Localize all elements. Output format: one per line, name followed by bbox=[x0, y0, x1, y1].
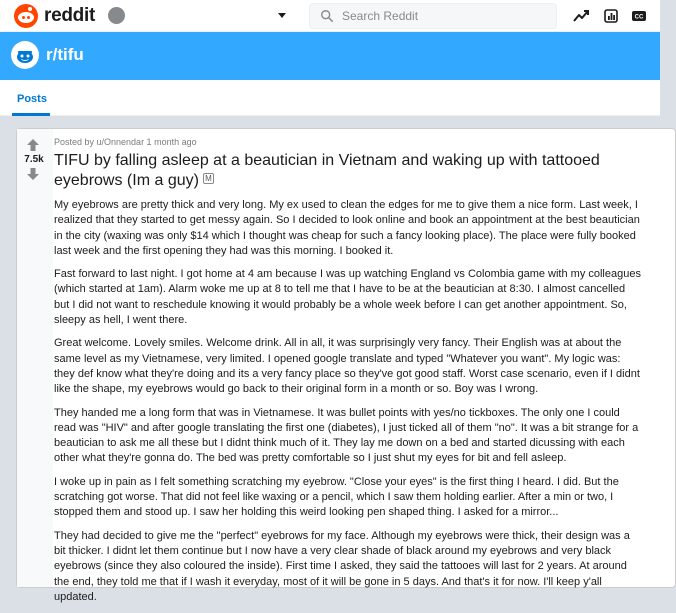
media-badge: M bbox=[203, 173, 214, 184]
reddit-logo[interactable] bbox=[14, 4, 95, 28]
post-card bbox=[16, 128, 676, 603]
tab-bar bbox=[0, 80, 660, 116]
vote-score: 7.5k bbox=[24, 154, 44, 165]
subreddit-banner bbox=[0, 32, 660, 80]
post-paragraph: Fast forward to last night. I got home at 4 am because I was up watching England vs Colombia game with my colleagues (which started at 1am). Alarm woke me up at 8 to tell me that I have to be at the beautician at 8:30. I almost cancelled but I did not want to reschedule knowing it would probably be a whole week before I can get another appointment. So, sleepy as hell, I went there. bbox=[54, 268, 641, 327]
svg-text:CC: CC bbox=[634, 14, 644, 21]
closed-caption-icon[interactable] bbox=[631, 8, 647, 24]
tab-posts[interactable]: Posts bbox=[17, 93, 47, 105]
post-meta: Posted by u/Onnendar 1 month ago bbox=[54, 137, 197, 147]
snoo-icon bbox=[13, 43, 37, 67]
trending-icon[interactable] bbox=[573, 8, 589, 24]
search-bar[interactable] bbox=[309, 3, 557, 29]
post-paragraph: My eyebrows are pretty thick and very long. My ex used to clean the edges for me to give them a nice form. Last week, I realized that they started to get messy again. So I decided to look online and book an appointment at the best beautician in the city (waxing was only $14 which I thought was cheap for such a fancy looking place). The place were fully booked last week and the first opening they had was this morning. I booked it. bbox=[54, 199, 640, 257]
post-body bbox=[54, 198, 642, 613]
downvote-arrow-icon[interactable] bbox=[26, 167, 40, 181]
search-icon bbox=[320, 9, 334, 23]
post-title bbox=[54, 151, 654, 191]
post-paragraph: I woke up in pain as I felt something scratching my eyebrow. "Close your eyes" is the first thing I heard. I did. But the scratching got worse. That did not feel like waxing or a pencil, which I saw them holding earlier. After a min or two, I stopped them and stood up. I saw her holding this weird looking pen shaped thing. I asked for a mirror... bbox=[54, 475, 619, 519]
search-input[interactable] bbox=[342, 9, 542, 23]
post-paragraph: Great welcome. Lovely smiles. Welcome drink. All in all, it was surprisingly very fancy. Their English was at about the same level as my Vietnamese, very limited. I opened google translate and typed "Whatever you want". My logic was: they def know what they're doing and its a very fancy place so they've got good staff. Worst case scenario, even if I didnt like the shape, my eyebrows would go back to their original form in a month or so. Boy was I wrong. bbox=[54, 337, 640, 396]
subreddit-name[interactable]: r/tifu bbox=[46, 45, 84, 64]
vote-column bbox=[17, 129, 53, 587]
chevron-down-icon[interactable] bbox=[278, 13, 286, 18]
active-tab-indicator bbox=[12, 113, 50, 116]
brand-name: reddit bbox=[44, 5, 95, 26]
post-title-text: TIFU by falling asleep at a beautician in Vietnam and waking up with tattooed eyebrows (Im a guy) bbox=[54, 152, 600, 189]
top-bar bbox=[0, 0, 660, 32]
subreddit-icon[interactable] bbox=[11, 41, 39, 69]
upvote-arrow-icon[interactable] bbox=[26, 138, 40, 152]
stats-icon[interactable] bbox=[603, 8, 619, 24]
reddit-logo-icon bbox=[14, 4, 38, 28]
post-paragraph: They handed me a long form that was in Vietnamese. It was bullet points with yes/no tickboxes. The only one I could read was "HIV" and after google translating the first one (diabetes), I just ticked all of them "no". It was a bit strange for a beautician to ask me all these but I didnt think much of it. They lay me down on a bed and started dicussing with each other what they're gonna do. The bed was pretty comfortable so I just shut my eyes for bit and fell asleep. bbox=[54, 406, 639, 465]
community-avatar[interactable] bbox=[108, 7, 125, 24]
post-paragraph: They had decided to give me the "perfect" eyebrows for my face. Although my eyebrows were thick, their design was a bit thicker. I didnt let them continue but I now have a very clear shade of black around my eyebrows and very black eyebrows (since they also coloured the inside). First time I asked, they said the tattooes will last for 2 years. At around the end, they told me that if I wash it everyday, most of it will be gone in 5 days. And that's it for now. I'll keep y'all updated. bbox=[54, 529, 630, 603]
